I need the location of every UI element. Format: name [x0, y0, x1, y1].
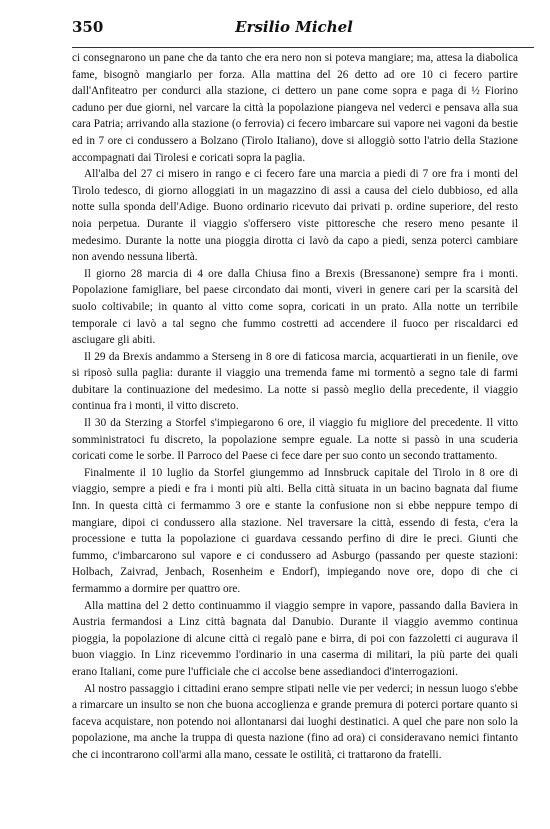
paragraph: All'alba del 27 ci misero in rango e ci fecero fare una marcia a piedi di 7 ore fra i monti del Tirolo tedesco, di giorno alloggiati in un magazzino di assi a causa del cielo dubbioso, ed alla notte sulla sponda dell'Adige. Buono ordinario ricevuto dai privati p. ordine superiore, del resto noia perpetua. Durante il viaggio s'offersero viste pittoresche che resero meno pesante il medesimo. Durante la notte una pioggia dirotta ci lavò da capo a piedi, senza poterci cambiare non avendo nessuna libertà. [72, 168, 518, 264]
page-header [72, 18, 516, 42]
paragraph: Alla mattina del 2 detto continuammo il viaggio sempre in vapore, passando dalla Baviera in Austria fermandosi a Linz città bagnata dal Danubio. Durante il viaggio avemmo continua pioggia, la popolazione di alcune città ci regalò pane e birra, di poi con fazzoletti ci augurava il buon viaggio. In Linz ricevemmo l'ordinario in una caserma di militari, la più parte dei quali erano Italiani, come pure l'ufficiale che ci accolse bene assediandoci d'interrogazioni. [72, 599, 518, 678]
running-head: Ersilio Michel [235, 18, 353, 36]
paragraph: ci consegnarono un pane che da tanto che era nero non si poteva mangiare; ma, attesa la diabolica fame, bisognò mangiarlo per forza. Alla mattina del 26 detto ad ore 10 ci fecero partire dall'Anfiteatro per condurci alla stazione, ci dettero un pane come sopra e paga di ½ Fiorino caduno per due giorni, nel varcare la città la popolazione piangeva nel vederci e pensava alla sua cara Patria; arrivando alla stazione (o ferrovia) ci fecero imbarcare sui vapore nei vagoni da bestie ed in 7 ore ci condussero a Bolzano (Tirolo Italiano), dove si alloggiò sotto l'atrio della Stazione accompagnati dai Tirolesi e coricati sopra la paglia. [72, 52, 518, 164]
paragraph: Finalmente il 10 luglio da Storfel giungemmo ad Innsbruck capitale del Tirolo in 8 ore di viaggio, sempre a piedi e fra i monti più alti. Bella città situata in un bacino bagnata dal fiume Inn. In questa città ci fermammo 3 ore e stante la confusione non si ebbe neppure tempo di mangiare, dipoi ci condussero alla stazione. Nel traversare la città, essendo di festa, c'era la processione e tutta la popolazione ci guardava cessando perfino di dire le preci. Giunti che fummo, c'imbarcarono sul vapore e ci condussero ad Asburgo (passando per queste stazioni: Holbach, Zaivrad, Jenbach, Rosenheim e Endorf), impiegando nove ore, dopo di che ci fermammo a dormire per quattro ore. [72, 466, 518, 595]
paragraph: Il 29 da Brexis andammo a Sterseng in 8 ore di faticosa marcia, acquartierati in un fienile, ove si riposò sulla paglia: durante il viaggio una tremenda fame mi tormentò a segno tale di farmi dubitare la continuazione del medesimo. La notte si passò meglio della precedente, il viaggio continua fra i monti, il vitto discreto. [72, 350, 518, 413]
header-rule [72, 47, 534, 48]
page-number: 350 [72, 18, 104, 36]
paragraph: Il 30 da Sterzing a Storfel s'impiegarono 6 ore, il viaggio fu migliore del precedente. Il vitto somministratoci fu discreto, la popolazione sempre eguale. La notte si passò in una scuderia coricati come le sorbe. Il Parroco del Paese ci fece dare per suo conto un secondo trattamento. [72, 417, 518, 463]
body-text [72, 50, 518, 764]
paragraph: Al nostro passaggio i cittadini erano sempre stipati nelle vie per vederci; in nessun luogo s'ebbe a rimarcare un insulto se non che buona accoglienza e grande premura di poterci portare quanto si faceva acquistare, non potendo noi allontanarsi dai luoghi destinatici. A quel che pare non solo la popolazione, ma anche la truppa di questa nazione (fino ad ora) ci consideravano nemici fintanto che ci incontrarono coll'armi alla mano, cessate le ostilità, ci trattarono da fratelli. [72, 682, 518, 761]
paragraph: Il giorno 28 marcia di 4 ore dalla Chiusa fino a Brexis (Bressanone) sempre fra i monti. Popolazione famigliare, bel paese circondato dai monti, viveri in genere cari per la scarsità del suolo coltivabile; in quanto al vitto come sopra, coricati in un prato. Alla notte un terribile temporale ci lavò a tal segno che fummo costretti ad accendere il fuoco per riscaldarci ed asciugare gli abiti. [72, 267, 518, 347]
